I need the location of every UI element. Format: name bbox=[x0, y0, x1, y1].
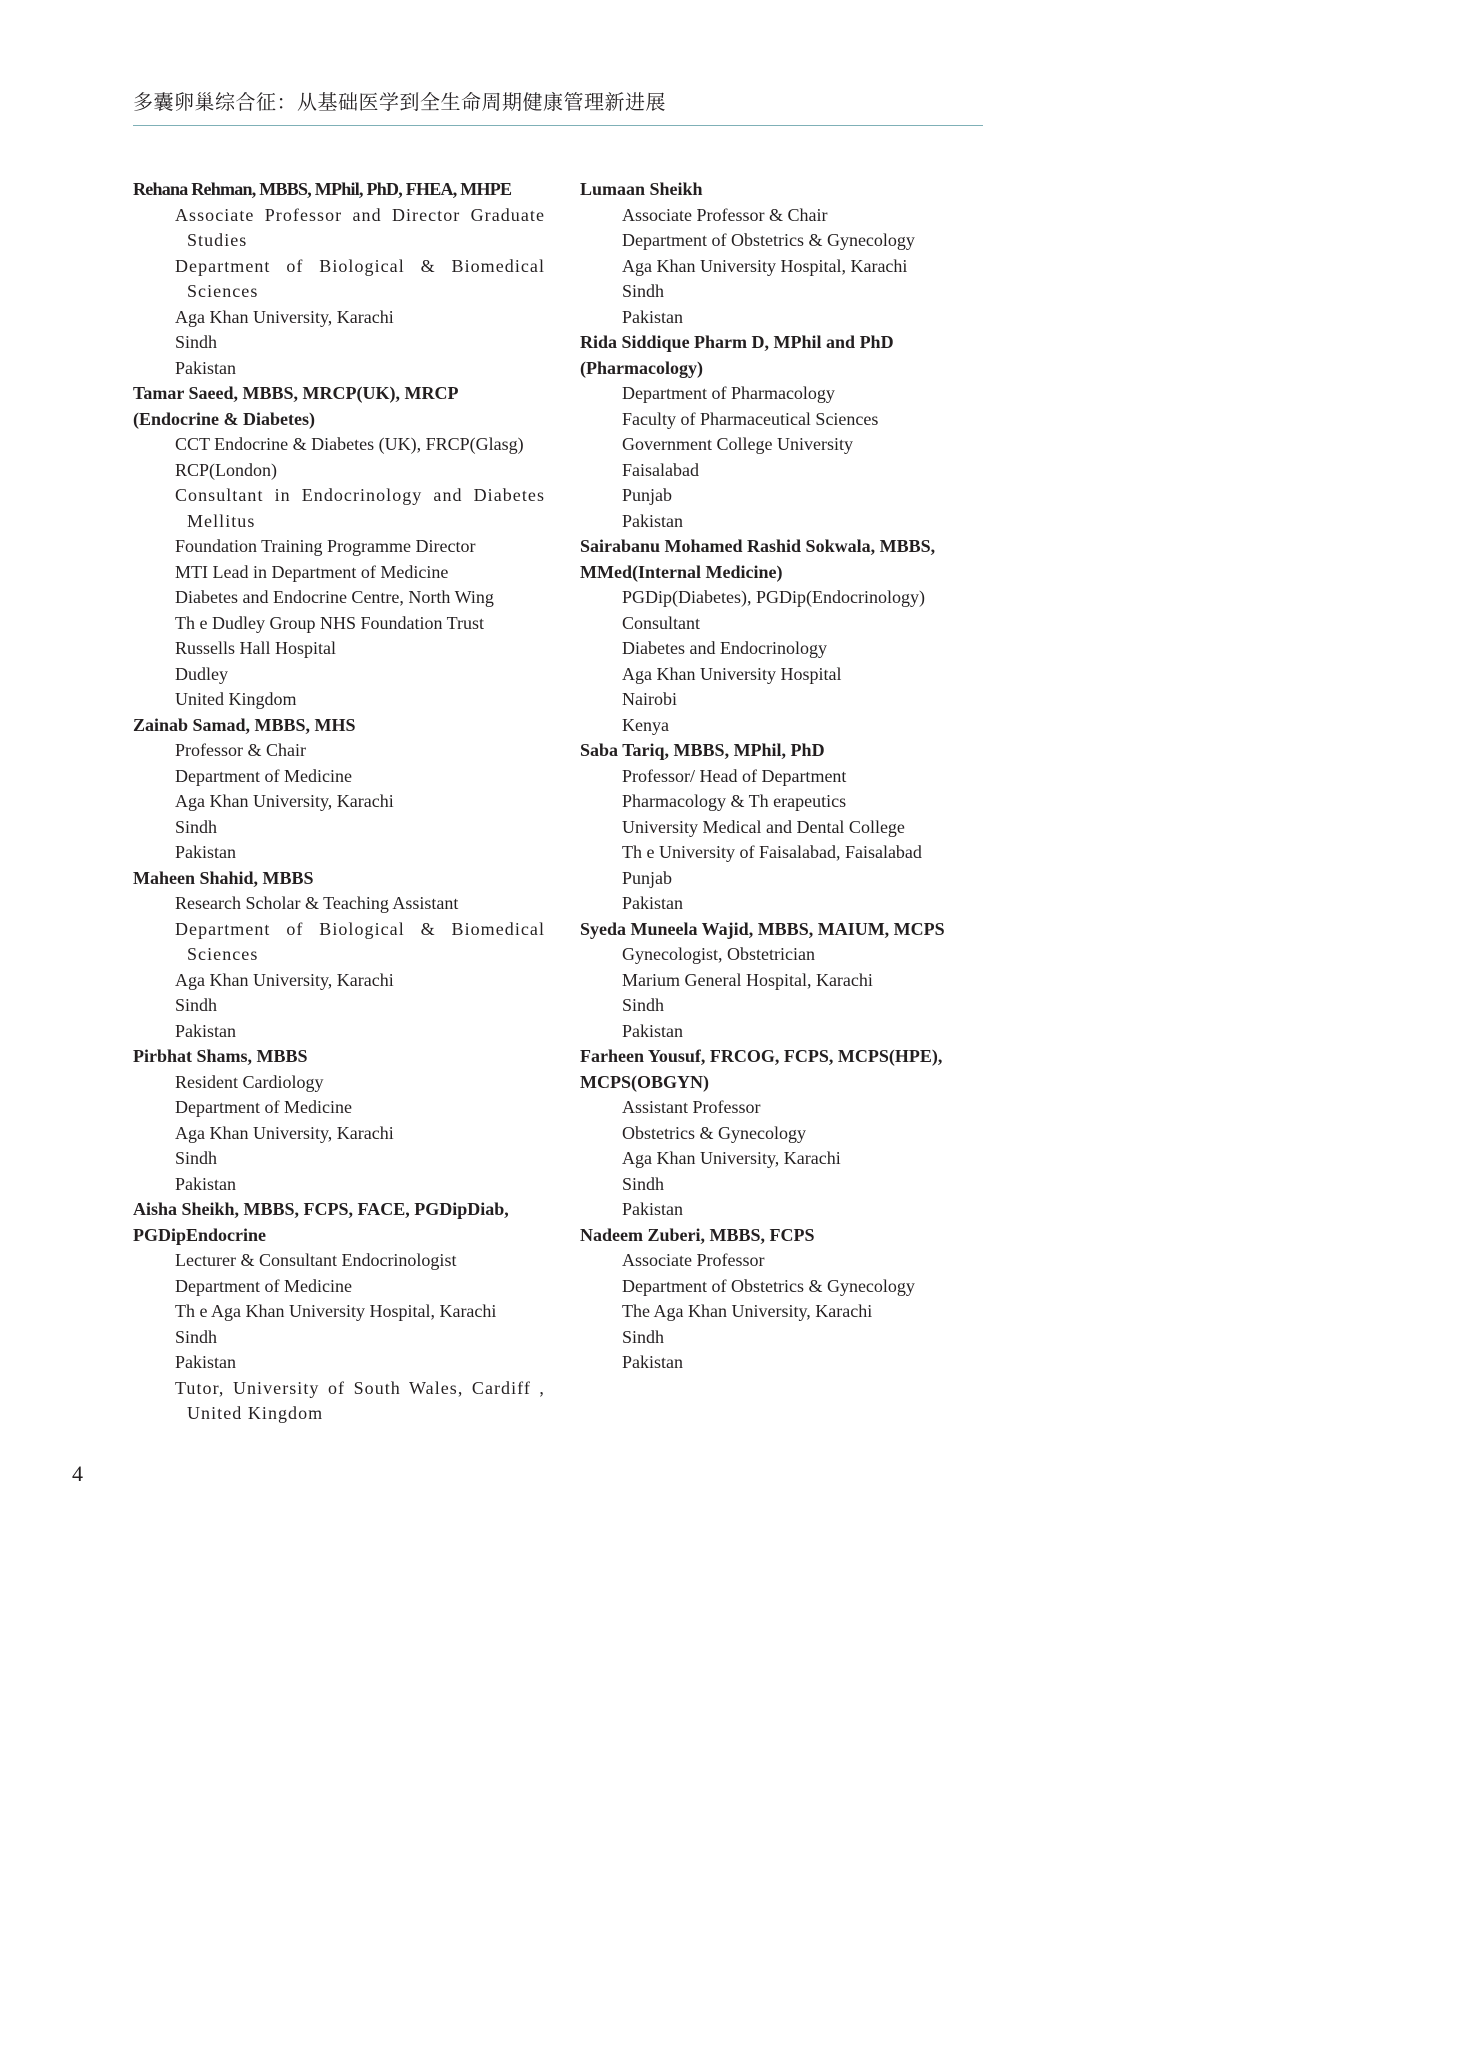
contributor-detail: Associate Professor and Director Graduate Studies bbox=[175, 204, 545, 250]
contributor-name: Rehana Rehman, MBBS, MPhil, PhD, FHEA, MHPE bbox=[133, 179, 512, 199]
contributor-detail: Consultant bbox=[622, 612, 701, 633]
contributor-detail: Pakistan bbox=[175, 357, 236, 378]
contributor-detail: Lecturer & Consultant Endocrinologist bbox=[175, 1250, 457, 1270]
contributor-name: Farheen Yousuf, FRCOG, FCPS, MCPS(HPE), MCPS(OBGYN) bbox=[580, 1046, 943, 1092]
contributor-detail: University Medical and Dental College bbox=[622, 816, 905, 837]
contributor-detail: Aga Khan University, Karachi bbox=[622, 1148, 841, 1168]
page-number: 4 bbox=[72, 1461, 83, 1486]
contributor-entry bbox=[580, 1223, 980, 1376]
contributor-name: Nadeem Zuberi, MBBS, FCPS bbox=[580, 1224, 815, 1245]
contributor-detail: Marium General Hospital, Karachi bbox=[622, 969, 873, 990]
contributor-name: Aisha Sheikh, MBBS, FCPS, FACE, PGDipDiab, PGDipEndocrine bbox=[133, 1199, 509, 1245]
contributor-detail: Government College University bbox=[622, 434, 853, 454]
contributor-detail: Sindh bbox=[175, 816, 218, 837]
contributor-detail: Pakistan bbox=[175, 1020, 236, 1041]
contributor-detail: Aga Khan University, Karachi bbox=[175, 306, 394, 327]
contributor-detail: Department of Biological & Biomedical Sciences bbox=[175, 255, 545, 301]
left-column bbox=[133, 177, 545, 1427]
contributor-detail: Department of Biological & Biomedical Sciences bbox=[175, 918, 545, 964]
contributor-name: Pirbhat Shams, MBBS bbox=[133, 1046, 308, 1066]
contributor-detail: Sindh bbox=[622, 1173, 665, 1194]
contributor-detail: United Kingdom bbox=[175, 689, 297, 709]
contributor-detail: Pakistan bbox=[622, 1352, 683, 1372]
contributor-entry bbox=[133, 381, 545, 713]
contributor-detail: Associate Professor & Chair bbox=[622, 204, 828, 225]
contributor-detail: Pakistan bbox=[175, 842, 236, 862]
contributor-detail: CCT Endocrine & Diabetes (UK), FRCP(Glasg) bbox=[175, 434, 524, 454]
contributor-detail: Faisalabad bbox=[622, 459, 699, 480]
contributor-detail: Punjab bbox=[622, 867, 673, 888]
contributor-name: Maheen Shahid, MBBS bbox=[133, 867, 314, 888]
contributor-name: Zainab Samad, MBBS, MHS bbox=[133, 714, 356, 735]
right-column bbox=[580, 177, 980, 1376]
contributor-detail: Department of Obstetrics & Gynecology bbox=[622, 1275, 915, 1296]
contributor-detail: Tutor, University of South Wales, Cardiff , United Kingdom bbox=[175, 1377, 545, 1423]
contributor-entry bbox=[580, 534, 980, 738]
contributor-detail: PGDip(Diabetes), PGDip(Endocrinology) bbox=[622, 587, 925, 607]
contributor-detail: Department of Medicine bbox=[175, 1275, 352, 1296]
contributor-detail: Pakistan bbox=[622, 893, 683, 913]
contributor-detail: Diabetes and Endocrinology bbox=[622, 638, 827, 658]
contributor-entry bbox=[580, 177, 980, 330]
contributor-detail: Department of Obstetrics & Gynecology bbox=[622, 230, 915, 250]
contributor-detail: Pharmacology & Th erapeutics bbox=[622, 791, 847, 811]
contributor-detail: Faculty of Pharmaceutical Sciences bbox=[622, 408, 879, 429]
contributor-detail: Sindh bbox=[175, 995, 218, 1015]
contributor-detail: Th e University of Faisalabad, Faisalabad bbox=[622, 842, 922, 862]
contributor-detail: Pakistan bbox=[175, 1173, 236, 1194]
contributor-entry bbox=[133, 1044, 545, 1197]
contributor-detail: Consultant in Endocrinology and Diabetes Mellitus bbox=[175, 485, 545, 531]
contributor-detail: Pakistan bbox=[175, 1352, 236, 1372]
contributor-entry bbox=[580, 738, 980, 917]
contributor-detail: Obstetrics & Gynecology bbox=[622, 1122, 806, 1143]
contributor-entry bbox=[133, 1197, 545, 1427]
contributor-detail: Sindh bbox=[175, 1148, 218, 1168]
contributor-detail: Nairobi bbox=[622, 689, 677, 709]
contributor-entry bbox=[580, 330, 980, 534]
contributor-detail: Foundation Training Programme Director bbox=[175, 536, 476, 556]
contributor-name: Tamar Saeed, MBBS, MRCP(UK), MRCP (Endocrine & Diabetes) bbox=[133, 383, 459, 429]
contributor-detail: Professor/ Head of Department bbox=[622, 765, 847, 786]
contributor-detail: Associate Professor bbox=[622, 1250, 765, 1270]
contributor-detail: Department of Pharmacology bbox=[622, 383, 835, 403]
contributor-detail: Aga Khan University, Karachi bbox=[175, 1122, 394, 1143]
contributor-detail: Russells Hall Hospital bbox=[175, 638, 336, 658]
contributor-entry bbox=[580, 917, 980, 1045]
contributor-detail: Pakistan bbox=[622, 1020, 683, 1041]
contributor-detail: Research Scholar & Teaching Assistant bbox=[175, 893, 459, 913]
contributor-detail: Pakistan bbox=[622, 306, 683, 327]
contributor-name: Rida Siddique Pharm D, MPhil and PhD (Pharmacology) bbox=[580, 332, 894, 378]
contributor-detail: Th e Dudley Group NHS Foundation Trust bbox=[175, 612, 485, 633]
contributor-detail: RCP(London) bbox=[175, 459, 278, 480]
contributor-detail: Professor & Chair bbox=[175, 740, 306, 760]
contributor-detail: Punjab bbox=[622, 485, 673, 505]
contributor-entry bbox=[133, 866, 545, 1045]
contributor-name: Sairabanu Mohamed Rashid Sokwala, MBBS, MMed(Internal Medicine) bbox=[580, 536, 936, 582]
contributor-detail: Diabetes and Endocrine Centre, North Wing bbox=[175, 587, 494, 607]
contributor-detail: The Aga Khan University, Karachi bbox=[622, 1301, 873, 1321]
contributor-detail: Gynecologist, Obstetrician bbox=[622, 944, 815, 964]
contributor-detail: Kenya bbox=[622, 714, 669, 735]
contributor-detail: Department of Medicine bbox=[175, 765, 352, 786]
contributor-entry bbox=[133, 177, 545, 381]
contributor-detail: Th e Aga Khan University Hospital, Karachi bbox=[175, 1301, 497, 1321]
contributor-detail: Pakistan bbox=[622, 1199, 683, 1219]
contributor-detail: Sindh bbox=[622, 1326, 665, 1347]
contributor-detail: Pakistan bbox=[622, 510, 683, 531]
contributor-detail: Sindh bbox=[175, 332, 218, 352]
contributor-detail: Dudley bbox=[175, 663, 228, 684]
running-header: 多囊卵巢综合征：从基础医学到全生命周期健康管理新进展 bbox=[133, 90, 666, 114]
contributor-entry bbox=[133, 713, 545, 866]
contributor-detail: Sindh bbox=[622, 281, 665, 301]
contributor-detail: MTI Lead in Department of Medicine bbox=[175, 561, 449, 582]
contributor-detail: Aga Khan University, Karachi bbox=[175, 791, 394, 811]
contributor-name: Syeda Muneela Wajid, MBBS, MAIUM, MCPS bbox=[580, 918, 945, 939]
contributor-entry bbox=[580, 1044, 980, 1223]
contributor-detail: Aga Khan University, Karachi bbox=[175, 969, 394, 990]
contributor-detail: Aga Khan University Hospital bbox=[622, 663, 842, 684]
contributor-detail: Resident Cardiology bbox=[175, 1071, 324, 1092]
contributor-name: Saba Tariq, MBBS, MPhil, PhD bbox=[580, 740, 825, 760]
contributor-detail: Sindh bbox=[622, 995, 665, 1015]
header-rule bbox=[133, 125, 983, 126]
contributor-name: Lumaan Sheikh bbox=[580, 179, 703, 199]
contributor-detail: Sindh bbox=[175, 1326, 218, 1347]
contributor-detail: Aga Khan University Hospital, Karachi bbox=[622, 255, 908, 276]
contributor-detail: Assistant Professor bbox=[622, 1097, 761, 1117]
contributor-detail: Department of Medicine bbox=[175, 1097, 352, 1117]
